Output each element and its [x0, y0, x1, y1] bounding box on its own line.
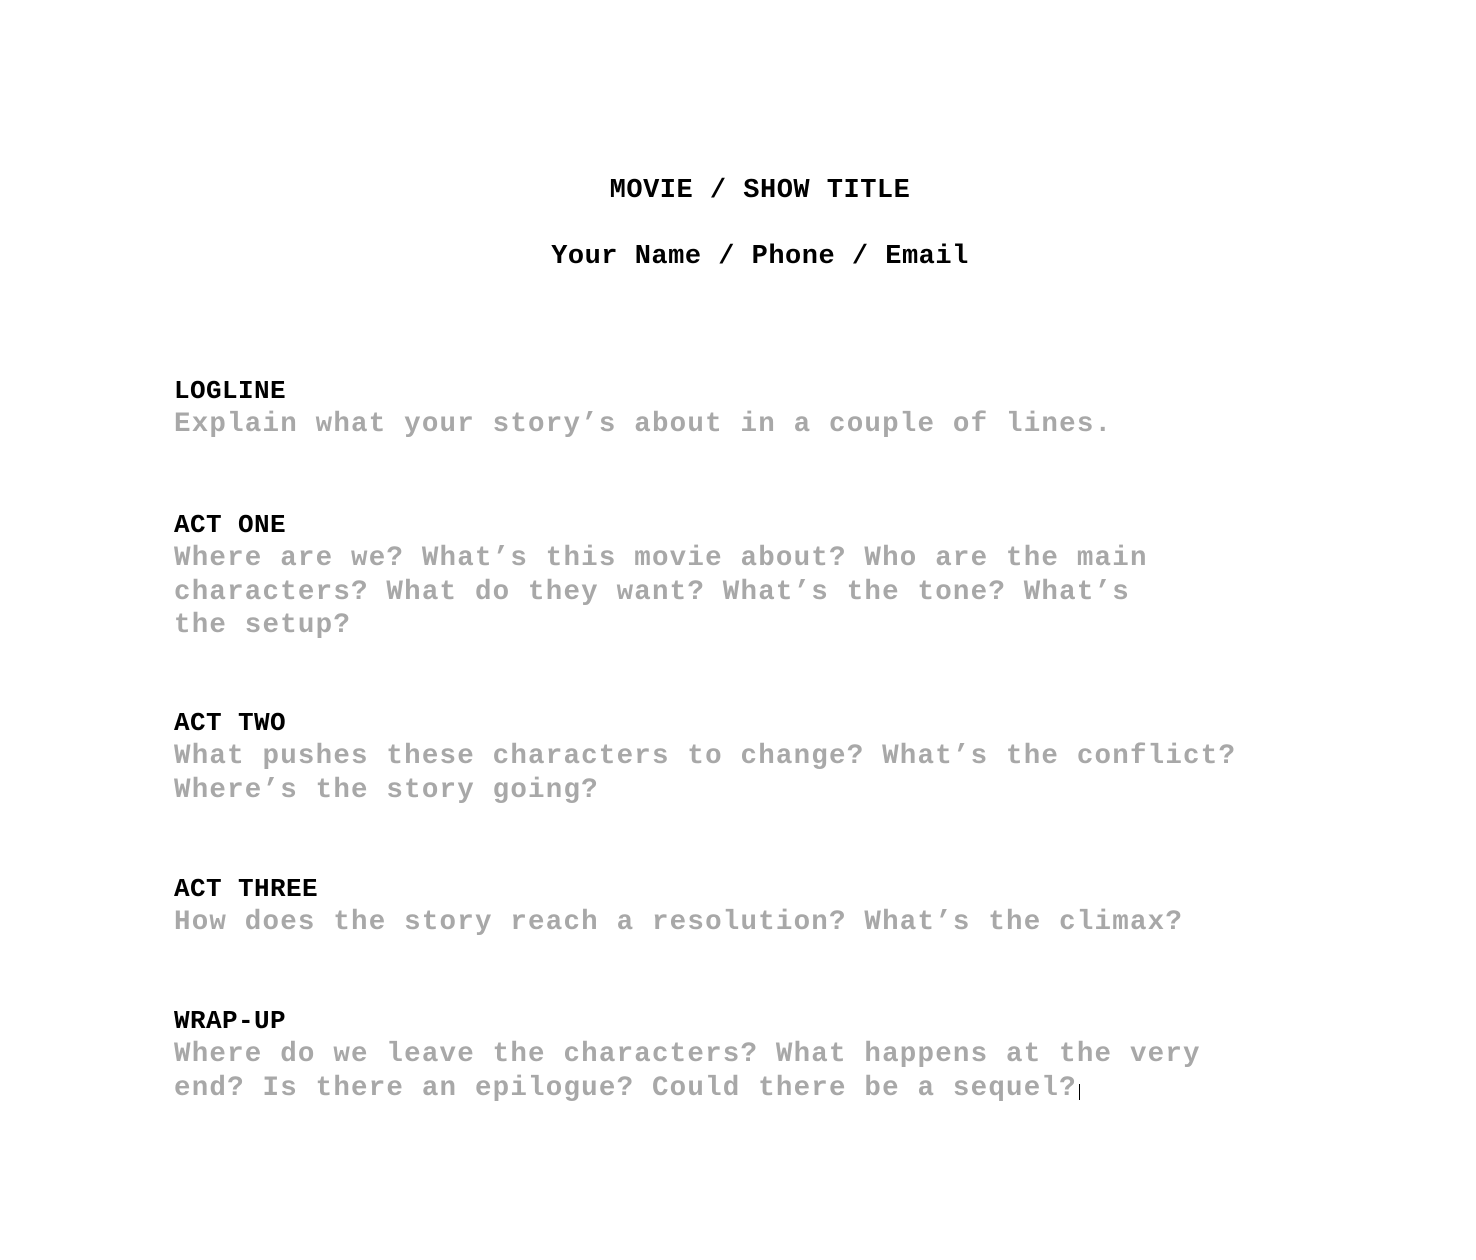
section-text-act-two-line-2[interactable]: Where’s the story going?	[174, 774, 599, 806]
section-text-act-one-line-3[interactable]: the setup?	[174, 610, 352, 641]
document-title[interactable]: MOVIE / SHOW TITLE	[609, 176, 911, 206]
section-heading-act-one[interactable]: ACT ONE	[174, 510, 287, 540]
section-text-act-one-line-1[interactable]: Where are we? What’s this movie about? Who are the main	[174, 543, 1148, 574]
section-act-three	[174, 873, 1334, 940]
section-text-wrap-up-line-1[interactable]: Where do we leave the characters? What happens at the very	[174, 1039, 1201, 1070]
section-text-act-three-line-1[interactable]: How does the story reach a resolution? What’s the climax?	[174, 907, 1184, 938]
section-act-one	[174, 509, 1334, 643]
section-wrap-up	[174, 1005, 1334, 1105]
text-cursor	[1079, 1084, 1080, 1100]
section-heading-act-three[interactable]: ACT THREE	[174, 874, 319, 904]
section-heading-act-two[interactable]: ACT TWO	[174, 708, 287, 738]
section-text-wrap-up-line-2-container	[174, 1072, 1334, 1106]
section-logline	[174, 375, 1334, 442]
section-text-wrap-up-line-2[interactable]: end? Is there an epilogue? Could there be a sequel?	[174, 1072, 1077, 1104]
author-byline[interactable]: Your Name / Phone / Email	[551, 242, 969, 272]
section-text-act-one-line-2[interactable]: characters? What do they want? What’s the tone? What’s	[174, 576, 1130, 608]
section-heading-logline[interactable]: LOGLINE	[174, 376, 287, 406]
section-text-logline-line-1[interactable]: Explain what your story’s about in a couple of lines.	[174, 409, 1113, 440]
section-text-act-two-line-1[interactable]: What pushes these characters to change? What’s the conflict?	[174, 741, 1237, 772]
section-heading-wrap-up[interactable]: WRAP-UP	[174, 1006, 287, 1036]
section-act-two	[174, 707, 1334, 807]
